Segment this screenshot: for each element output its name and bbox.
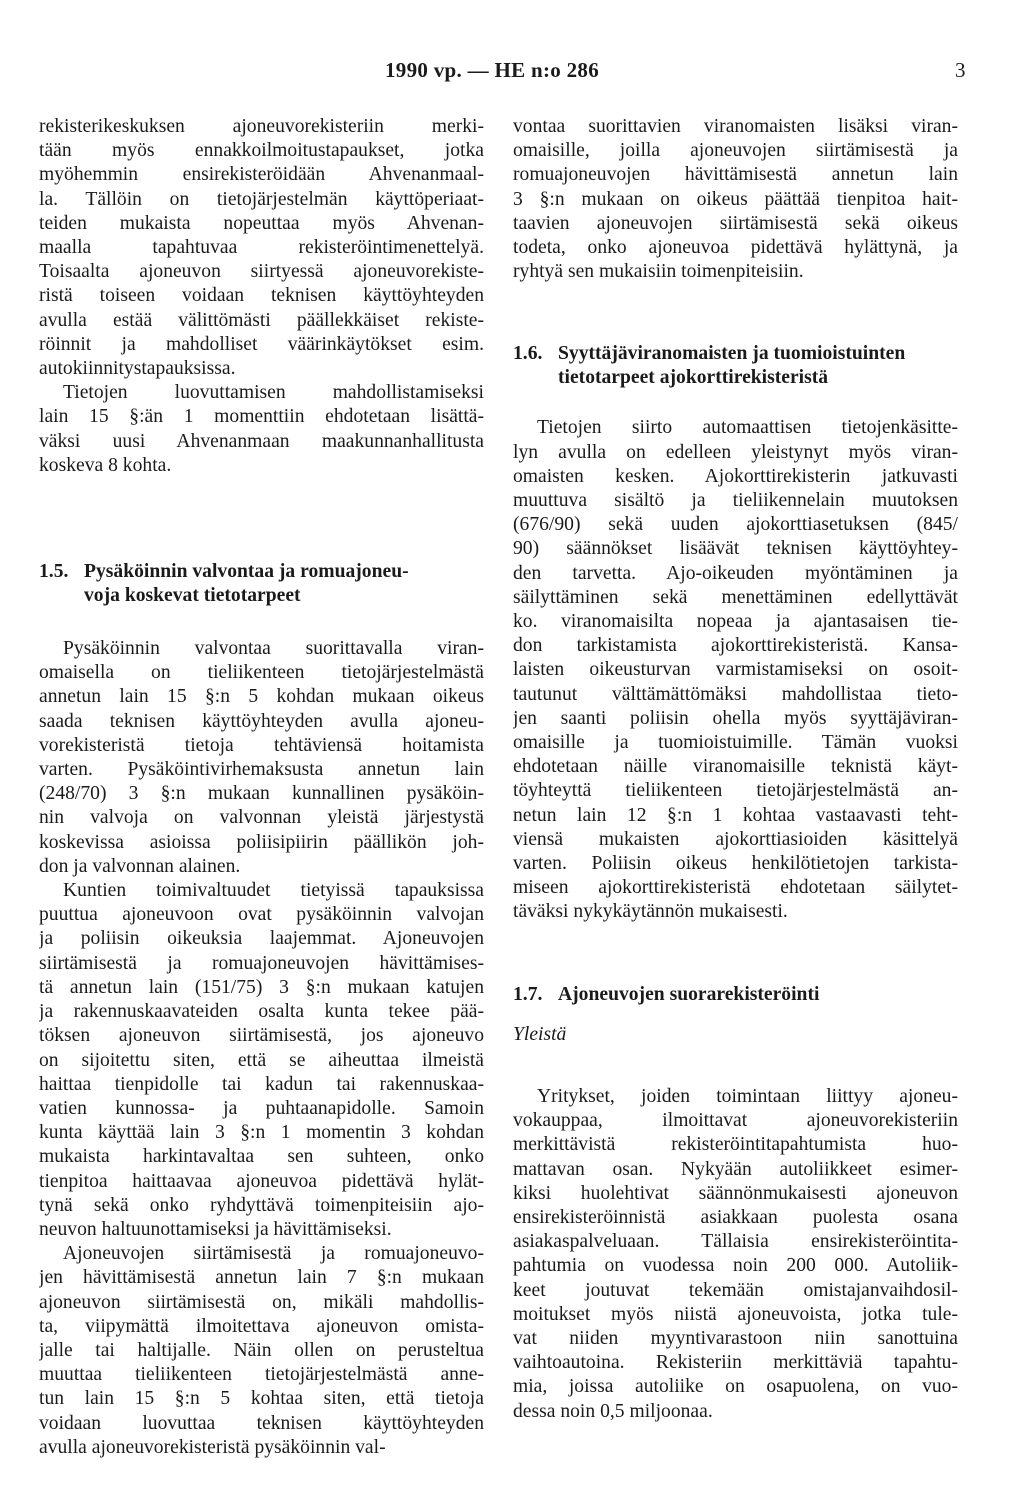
paragraph (39, 1242, 484, 1460)
text-line: avulla estää välittömästi päällekkäiset rekiste- (39, 309, 484, 331)
text-line: nin valvoja on valvonnan yleistä järjestystä (39, 807, 484, 829)
text-line: don tarkistamista ajokorttirekisteristä. Kansa- (513, 635, 958, 657)
text-line: vontaa suorittavien viranomaisten lisäksi viran- (513, 116, 958, 137)
text-line: merkittävistä rekisteröintitapahtumista huo- (513, 1134, 958, 1156)
text-line: lyn avulla on edelleen yleistynyt myös viran- (513, 441, 958, 463)
text-line: muuttuva sisältö ja tieliikennelain muutoksen (513, 490, 958, 512)
section-number: 1.5. (39, 561, 69, 583)
text-line: 90) säännökset lisäävät teknisen käyttöyhtey- (513, 538, 958, 560)
text-line: röinnit ja mahdolliset väärinkäytökset esim. (39, 333, 484, 355)
text-line: teiden mukaista nopeuttaa myös Ahvenan- (39, 212, 484, 234)
text-line: maalla tapahtuvaa rekisteröintimenettelyä. (39, 237, 484, 259)
text-line: Ajoneuvojen siirtämisestä ja romuajoneuvo- (63, 1243, 484, 1265)
section-title-line: tietotarpeet ajokorttirekisteristä (558, 367, 829, 389)
text-line: ehdotetaan näille viranomaisille teknistä käyt- (513, 756, 958, 778)
text-line: väksi uusi Ahvenanmaan maakunnanhallitusta (39, 430, 484, 452)
text-line: varten. Poliisin oikeus henkilötietojen tarkista- (513, 853, 958, 875)
text-line: 3 §:n mukaan on oikeus päättää tienpitoa hait- (513, 188, 958, 210)
text-line: autokiinnitystapauksissa. (39, 358, 236, 380)
text-line: Yritykset, joiden toimintaan liittyy ajoneu- (537, 1085, 958, 1107)
text-line: jalle tai haltijalle. Näin ollen on perusteltua (39, 1339, 484, 1361)
text-line: tään myös ennakkoilmoitustapaukset, jotka (39, 140, 484, 162)
text-line: tautunut välttämättömäksi mahdollistaa tieto- (513, 683, 958, 705)
text-line: ja poliisin oikeuksia laajemmat. Ajoneuvojen (39, 928, 484, 950)
section-number: 1.6. (513, 343, 543, 365)
text-line: Pysäköinnin valvontaa suorittavalla viran- (63, 638, 484, 660)
text-line: ta, viipymättä ilmoitettava ajoneuvon omista- (39, 1315, 484, 1337)
text-line: romuajoneuvojen hävittämisestä annetun lain (513, 164, 958, 186)
text-line: don ja valvonnan alainen. (39, 855, 241, 877)
page-title: 1990 vp. — HE n:o 286 (385, 58, 599, 82)
subheading: Yleistä (513, 1023, 567, 1045)
left-column (39, 115, 484, 1460)
text-line: viensä mukaisten ajokorttiasioiden käsittelyä (513, 828, 958, 850)
text-line: haittaa tienpidolle tai kadun tai rakennuskaa- (39, 1073, 484, 1095)
text-line: puuttua ajoneuvoon ovat pysäköinnin valvojan (39, 904, 484, 926)
text-line: voidaan luovuttaa teknisen käyttöyhteyden (39, 1412, 484, 1434)
text-line: laisten oikeusturvan varmistamiseksi on osoit- (513, 659, 958, 681)
text-line: vat niiden myyntivarastoon niin sanottuina (513, 1327, 958, 1349)
text-line: lain 15 §:än 1 momenttiin ehdotetaan lisättä- (39, 406, 484, 428)
text-line: (248/70) 3 §:n mukaan kunnallinen pysäköin- (39, 783, 484, 805)
text-line: omaisten kesken. Ajokorttirekisterin jatkuvasti (513, 465, 958, 487)
text-line: tynä sekä onko ryhdyttävä toimenpiteisiin ajo- (39, 1194, 484, 1216)
text-line: avulla ajoneuvorekisteristä pysäköinnin val- (39, 1436, 386, 1458)
text-line: (676/90) sekä uuden ajokorttiasetuksen (845/ (513, 514, 958, 536)
paragraph (39, 879, 484, 1242)
text-line: dessa noin 0,5 miljoonaa. (513, 1400, 713, 1422)
text-line: omaisille ja tuomioistuimille. Tämän vuoksi (513, 732, 958, 754)
text-line: mattavan osan. Nykyään autoliikkeet esimer- (513, 1158, 958, 1180)
text-line: jen hävittämisestä annetun lain 7 §:n mukaan (39, 1267, 484, 1289)
text-line: kiksi huolehtivat säännönmukaisesti ajoneuvon (513, 1182, 958, 1204)
text-line: rekisterikeskuksen ajoneuvorekisteriin merki- (39, 116, 484, 137)
text-line: la. Tällöin on tietojärjestelmän käyttöperiaat- (39, 188, 484, 210)
text-line: tä annetun lain (151/75) 3 §:n mukaan katujen (39, 976, 484, 998)
text-line: todeta, onko ajoneuvoa pidettävä hylättynä, ja (513, 237, 958, 259)
text-line: töksen ajoneuvon siirtämisestä, jos ajoneuvo (39, 1025, 484, 1047)
text-line: netun lain 12 §:n 1 kohtaa vastaavasti teht- (513, 804, 958, 826)
section-heading-1-6 (513, 342, 958, 390)
paragraph-continued (39, 115, 484, 381)
text-line: koskevissa asioissa poliisipiirin päällikön joh- (39, 831, 484, 853)
text-line: omaisille, joilla ajoneuvojen siirtämisestä ja (513, 140, 958, 162)
section-title-line: Syyttäjäviranomaisten ja tuomioistuinten (558, 343, 906, 365)
page-header (0, 58, 1024, 88)
text-line: mia, joissa autoliike on osapuolena, on vuo- (513, 1376, 958, 1398)
text-line: ko. viranomaisilta nopeaa ja ajantasaisen tie- (513, 611, 958, 633)
text-line: on sijoitettu siten, että se aiheuttaa ilmeistä (39, 1049, 484, 1071)
section-title-line: Pysäköinnin valvontaa ja romuajoneu- (84, 561, 409, 583)
paragraph (39, 381, 484, 478)
text-line: muuttaa tieliikenteen tietojärjestelmästä anne- (39, 1364, 484, 1386)
text-line: täväksi nykykäytännön mukaisesti. (513, 901, 788, 923)
text-line: Kuntien toimivaltuudet tietyissä tapauksissa (63, 880, 484, 902)
text-line: tun lain 15 §:n 5 kohtaa siten, että tietoja (39, 1388, 484, 1410)
text-line: keet joutuvat tekemään omistajanvaihdosil- (513, 1279, 958, 1301)
paragraph (513, 1085, 958, 1424)
paragraph-continued (513, 115, 958, 284)
text-line: den tarvetta. Ajo-oikeuden myöntäminen ja (513, 562, 958, 584)
text-line: annetun lain 15 §:n 5 kohdan mukaan oikeus (39, 686, 484, 708)
section-title: Ajoneuvojen suorarekisteröinti (558, 983, 820, 1005)
text-line: jen saanti poliisin ohella myös syyttäjäviran- (513, 707, 958, 729)
text-line: tienpitoa haittaavaa ajoneuvoa pidettävä hylät- (39, 1170, 484, 1192)
text-line: asiakaspalveluaan. Tällaisia ensirekisteröintita- (513, 1231, 958, 1253)
section-title-line: voja koskevat tietotarpeet (84, 585, 301, 607)
text-line: miseen ajokorttirekisteristä ehdotetaan säilytet- (513, 877, 958, 899)
section-number: 1.7. (513, 983, 543, 1005)
section-heading-1-7 (513, 983, 958, 1007)
text-line: moitukset myös niistä ajoneuvoista, jotka tule- (513, 1303, 958, 1325)
text-line: omaisella on tieliikenteen tietojärjestelmästä (39, 662, 484, 684)
text-line: pahtumia on vuodessa noin 200 000. Autoliik- (513, 1255, 958, 1277)
text-line: saada teknisen käyttöyhteyden avulla ajoneu- (39, 710, 484, 732)
text-line: Tietojen siirto automaattisen tietojenkäsitte- (537, 417, 958, 439)
paragraph (513, 416, 958, 924)
text-line: töyhteyttä tieliikenteen tietojärjestelmästä an- (513, 780, 958, 802)
text-line: taavien ajoneuvojen siirtämisestä sekä oikeus (513, 212, 958, 234)
paragraph (39, 637, 484, 879)
text-line: ajoneuvon siirtämisestä on, mikäli mahdollis- (39, 1291, 484, 1313)
text-line: varten. Pysäköintivirhemaksusta annetun lain (39, 759, 484, 781)
right-column (513, 115, 958, 1424)
text-line: Tietojen luovuttamisen mahdollistamiseksi (63, 382, 484, 404)
page-number: 3 (955, 58, 966, 82)
text-line: ja rakennuskaavateiden osalta kunta tekee pää- (39, 1001, 484, 1023)
text-line: myöhemmin ensirekisteröidään Ahvenanmaal- (39, 164, 484, 186)
text-line: vaihtoautoina. Rekisteriin merkittäviä tapahtu- (513, 1352, 958, 1374)
text-line: ristä toiseen voidaan teknisen käyttöyhteyden (39, 285, 484, 307)
text-line: ryhtyä sen mukaisiin toimenpiteisiin. (513, 261, 804, 283)
text-line: ensirekisteröinnistä asiakkaan puolesta osana (513, 1206, 958, 1228)
text-line: Toisaalta ajoneuvon siirtyessä ajoneuvorekiste- (39, 261, 484, 283)
text-line: koskeva 8 kohta. (39, 454, 172, 476)
text-line: kunta käyttää lain 3 §:n 1 momentin 3 kohdan (39, 1122, 484, 1144)
section-heading-1-5 (39, 560, 484, 608)
text-line: vatien kunnossa- ja puhtaanapidolle. Samoin (39, 1097, 484, 1119)
text-line: säilyttäminen sekä menettäminen edellyttävät (513, 586, 958, 608)
text-line: neuvon haltuunottamiseksi ja hävittämiseksi. (39, 1218, 392, 1240)
text-line: vokauppaa, ilmoittavat ajoneuvorekisteriin (513, 1110, 958, 1132)
text-line: siirtämisestä ja romuajoneuvojen hävittämises- (39, 952, 484, 974)
text-line: mukaista harkintavaltaa sen suhteen, onko (39, 1146, 484, 1168)
text-line: vorekisteristä tietoja tehtäviensä hoitamista (39, 734, 484, 756)
